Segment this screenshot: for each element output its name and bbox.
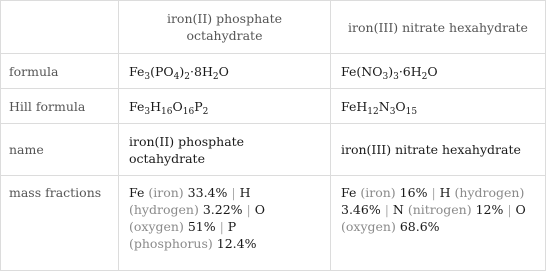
separator: | [246, 202, 255, 217]
element-symbol: O [254, 202, 265, 217]
row-label-name: name [1, 124, 119, 176]
formula-subscript: 3 [144, 71, 151, 82]
row-label-mass-fractions: mass fractions [1, 176, 119, 271]
formula-subscript: 15 [405, 106, 418, 117]
mass-fractions-cell [331, 176, 546, 271]
fraction-value: 12% [475, 202, 504, 217]
separator: | [231, 185, 240, 200]
hill-formula-cell: $FeH_{12}N_3O_{15}$ [331, 89, 546, 124]
table-row-name [1, 124, 546, 176]
formula-subscript: 3 [393, 71, 399, 82]
element-name: (oxygen) [341, 219, 396, 234]
row-label-hill-formula: Hill formula [1, 89, 119, 124]
formula-subscript: 2 [421, 71, 428, 82]
separator: | [384, 202, 393, 217]
table-row-mass-fractions [1, 176, 546, 271]
fraction-value: 51% [187, 219, 216, 234]
element-name: (hydrogen) [129, 202, 199, 217]
formula-subscript: 16 [182, 106, 195, 117]
fraction-value: 16% [399, 185, 428, 200]
element-symbol: P [227, 219, 237, 234]
fraction-value: 12.4% [216, 236, 257, 251]
element-symbol: H [239, 185, 251, 200]
formula-cell: $Fe_3(PO_4)_2\cdot 8H_2O$ [119, 54, 331, 89]
column-header-iron-iii-nitrate: iron(III) nitrate hexahydrate [331, 1, 546, 54]
formula-subscript: 2 [212, 71, 219, 82]
header-empty-cell [1, 1, 119, 54]
row-label-formula: formula [1, 54, 119, 89]
element-name: (phosphorus) [129, 236, 213, 251]
fraction-value: 3.46% [341, 202, 381, 217]
fraction-value: 33.4% [187, 185, 228, 200]
formula-cell: $Fe(NO_3)_3\cdot 6H_2O$ [331, 54, 546, 89]
element-symbol: Fe [341, 185, 357, 200]
element-name: (nitrogen) [407, 202, 472, 217]
hill-formula-cell: $Fe_3H_{16}O_{16}P_2$ [119, 89, 331, 124]
name-cell: iron(III) nitrate hexahydrate [331, 124, 546, 176]
separator: | [507, 202, 516, 217]
formula-subscript: 3 [389, 106, 396, 117]
formula-subscript: 2 [202, 106, 209, 117]
element-symbol: O [515, 202, 526, 217]
column-header-iron-ii-phosphate: iron(II) phosphate octahydrate [119, 1, 331, 54]
name-cell: iron(II) phosphate octahydrate [119, 124, 331, 176]
formula-subscript: 3 [144, 106, 151, 117]
element-name: (iron) [360, 185, 396, 200]
formula-subscript: 2 [184, 71, 191, 82]
mass-fractions-cell [119, 176, 331, 271]
formula-subscript: 3 [382, 71, 389, 82]
header-row [1, 1, 546, 54]
element-name: (hydrogen) [454, 185, 525, 200]
formula-subscript: 4 [173, 71, 180, 82]
element-name: (iron) [148, 185, 184, 200]
element-name: (oxygen) [129, 219, 184, 234]
table-row-formula [1, 54, 546, 89]
element-symbol: N [392, 202, 404, 217]
fraction-value: 3.22% [202, 202, 243, 217]
fraction-value: 68.6% [399, 219, 440, 234]
formula-subscript: 12 [367, 106, 379, 117]
separator: | [219, 219, 228, 234]
element-symbol: Fe [129, 185, 145, 200]
table-row-hill-formula [1, 89, 546, 124]
formula-subscript: 16 [161, 106, 173, 117]
element-symbol: H [439, 185, 451, 200]
separator: | [431, 185, 440, 200]
